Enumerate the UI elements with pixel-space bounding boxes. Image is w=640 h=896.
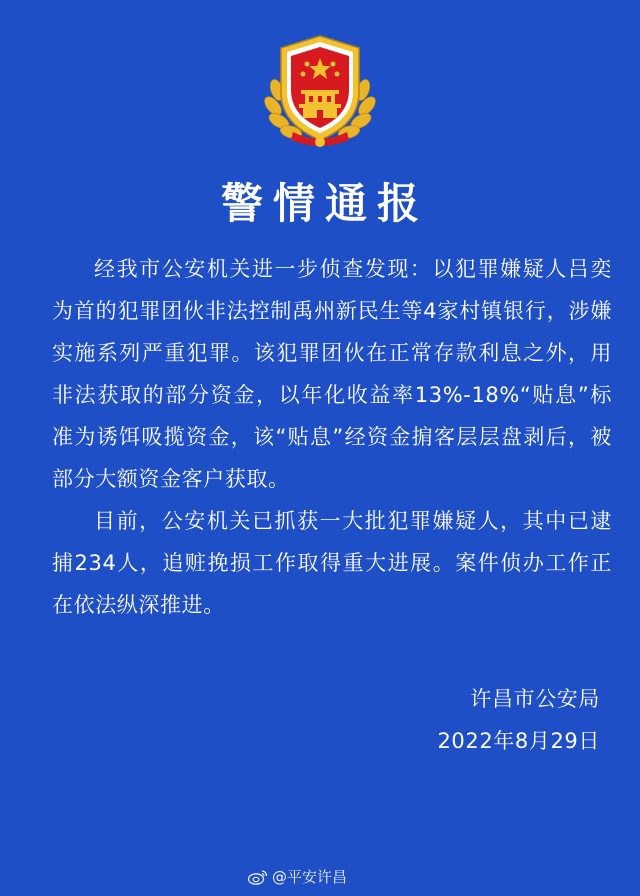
- weibo-icon: [248, 869, 268, 885]
- notice-signature: [437, 678, 600, 762]
- police-emblem-icon: [263, 32, 377, 150]
- notice-body: [52, 248, 612, 626]
- issue-date: 2022年8月29日: [437, 729, 600, 753]
- weibo-watermark: [248, 866, 347, 887]
- notice-paragraph: 经我市公安机关进一步侦查发现：以犯罪嫌疑人吕奕为首的犯罪团伙非法控制禹州新民生等4家村镇银行，涉嫌实施系列严重犯罪。该犯罪团伙在正常存款利息之外，用非法获取的部分资金，以年化收益率13%-18%“贴息”标准为诱饵吸揽资金，该“贴息”经资金掮客层层盘剥后，被部分大额资金客户获取。: [52, 257, 612, 491]
- watermark-text: @平安许昌: [272, 868, 348, 886]
- notice-paragraph: 目前，公安机关已抓获一大批犯罪嫌疑人，其中已逮捕234人，追赃挽损工作取得重大进展。案件侦办工作正在依法纵深推进。: [52, 509, 612, 617]
- issuer-name: 许昌市公安局: [470, 687, 600, 711]
- notice-title: 警情通报: [220, 179, 429, 228]
